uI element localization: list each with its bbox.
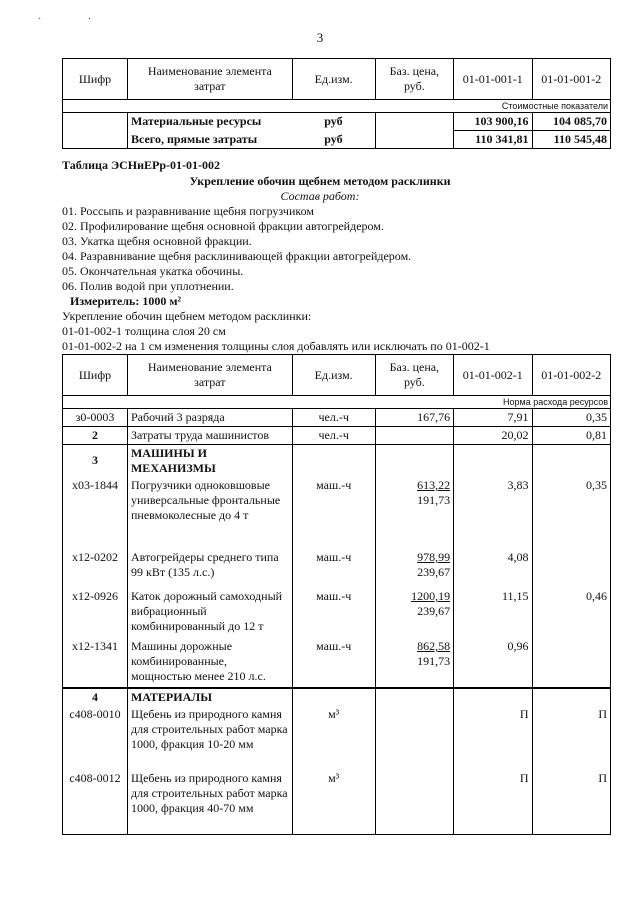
header-price: Баз. цена, руб. <box>375 355 453 396</box>
subheader: Норма расхода ресурсов <box>63 396 611 409</box>
header-name: Наименование элемента затрат <box>127 355 292 396</box>
row-code: з0-0003 <box>63 409 128 427</box>
row-unit: м³ <box>292 770 375 834</box>
row-unit: маш.-ч <box>292 638 375 688</box>
table-row <box>63 770 611 834</box>
table-row <box>63 549 611 588</box>
table-row <box>63 409 611 427</box>
section-row <box>63 445 611 478</box>
row-price-secondary: 239,67 <box>417 604 451 618</box>
section-code: 4 <box>63 688 128 706</box>
work-item: 02. Профилирование щебня основной фракции автогрейдером. <box>62 219 384 233</box>
row-v1: 20,02 <box>454 427 532 445</box>
row-code: х12-1341 <box>63 638 128 688</box>
table-row <box>63 706 611 770</box>
header-price: Баз. цена, руб. <box>375 59 453 100</box>
table-subheader-row <box>63 396 611 409</box>
table-subtitle: Укрепление обочин щебнем методом расклинки <box>189 174 451 188</box>
row-name: Автогрейдеры среднего типа 99 кВт (135 л.с.) <box>127 549 292 588</box>
work-item: 03. Укатка щебня основной фракции. <box>62 234 252 248</box>
page-number: 3 <box>316 30 324 45</box>
row-price: 862,58 <box>417 639 451 653</box>
row-price: 978,99 <box>417 550 451 564</box>
description-line: 01-01-002-2 на 1 см изменения толщины слоя добавлять или исключать по 01-002-1 <box>62 339 490 353</box>
row-code: х12-0926 <box>63 588 128 638</box>
row-v2: 104 085,70 <box>532 113 610 131</box>
table-subheader-row <box>63 100 611 113</box>
row-code: х12-0202 <box>63 549 128 588</box>
row-code: с408-0012 <box>63 770 128 834</box>
row-v1: П <box>454 770 532 834</box>
row-v1: П <box>454 706 532 770</box>
header-v2: 01-01-002-2 <box>532 355 610 396</box>
table-row <box>63 113 611 131</box>
header-unit: Ед.изм. <box>292 355 375 396</box>
section-name: МАТЕРИАЛЫ <box>127 688 292 706</box>
table-title: Таблица ЭСНиЕРр-01-01-002 <box>62 158 221 172</box>
scan-specks: · · <box>38 14 114 25</box>
work-item: 04. Разравнивание щебня расклинивающей фракции автогрейдером. <box>62 249 412 263</box>
row-price <box>375 427 453 445</box>
row-v1: 110 341,81 <box>454 131 532 149</box>
table-header-row <box>63 355 611 396</box>
header-code: Шифр <box>63 355 128 396</box>
row-v1: 11,15 <box>454 588 532 638</box>
table-row <box>63 477 611 549</box>
row-code: 2 <box>63 427 128 445</box>
row-v2: 110 545,48 <box>532 131 610 149</box>
row-v1: 7,91 <box>454 409 532 427</box>
row-name: Всего, прямые затраты <box>127 131 292 149</box>
row-v2: 0,35 <box>532 477 610 549</box>
header-unit: Ед.изм. <box>292 59 375 100</box>
table-row <box>63 131 611 149</box>
work-item: 06. Полив водой при уплотнении. <box>62 279 234 293</box>
row-v1: 3,83 <box>454 477 532 549</box>
row-price-secondary: 191,73 <box>417 493 451 507</box>
row-unit: чел.-ч <box>292 427 375 445</box>
row-unit: маш.-ч <box>292 588 375 638</box>
row-v1: 4,08 <box>454 549 532 588</box>
work-item: 01. Россыпь и разравнивание щебня погрузчиком <box>62 204 314 218</box>
description-line: Укрепление обочин щебнем методом расклинки: <box>62 309 312 323</box>
meter-label: Измеритель: 1000 м² <box>70 294 182 308</box>
resource-norms-table <box>62 354 611 835</box>
row-v1: 103 900,16 <box>454 113 532 131</box>
row-unit: руб <box>292 131 375 149</box>
header-v1: 01-01-001-1 <box>454 59 532 100</box>
header-v2: 01-01-001-2 <box>532 59 610 100</box>
row-name: Машины дорожные комбинированные, мощностью менее 210 л.с. <box>127 638 292 688</box>
table-row <box>63 427 611 445</box>
row-code: х03-1844 <box>63 477 128 549</box>
section-code: 3 <box>63 445 128 478</box>
work-item: 05. Окончательная укатка обочины. <box>62 264 244 278</box>
row-name: Каток дорожный самоходный вибрационный комбинированный до 12 т <box>127 588 292 638</box>
section-name: МАШИНЫ И МЕХАНИЗМЫ <box>127 445 292 478</box>
row-v2: П <box>532 770 610 834</box>
row-name: Погрузчики одноковшовые универсальные фронтальные пневмоколесные до 4 т <box>127 477 292 549</box>
row-v1: 0,96 <box>454 638 532 688</box>
table-row <box>63 588 611 638</box>
row-code: с408-0010 <box>63 706 128 770</box>
row-v2: П <box>532 706 610 770</box>
row-v2: 0,46 <box>532 588 610 638</box>
row-price: 613,22 <box>417 478 451 492</box>
header-code: Шифр <box>63 59 128 100</box>
table-header-row <box>63 59 611 100</box>
cost-summary-table <box>62 58 611 149</box>
row-v2: 0,35 <box>532 409 610 427</box>
row-name: Рабочий 3 разряда <box>127 409 292 427</box>
header-v1: 01-01-002-1 <box>454 355 532 396</box>
row-unit: м³ <box>292 706 375 770</box>
section-row <box>63 688 611 706</box>
row-price-secondary: 239,67 <box>417 565 451 579</box>
row-v2 <box>532 549 610 588</box>
header-name: Наименование элемента затрат <box>127 59 292 100</box>
row-unit: чел.-ч <box>292 409 375 427</box>
row-price-secondary: 191,73 <box>417 654 451 668</box>
table-row <box>63 638 611 688</box>
row-price: 167,76 <box>375 409 453 427</box>
subheader: Стоимостные показатели <box>63 100 611 113</box>
row-unit: маш.-ч <box>292 477 375 549</box>
row-v2 <box>532 638 610 688</box>
row-v2: 0,81 <box>532 427 610 445</box>
row-unit: маш.-ч <box>292 549 375 588</box>
row-name: Материальные ресурсы <box>127 113 292 131</box>
composition-label: Состав работ: <box>280 189 360 203</box>
row-price: 1200,19 <box>411 589 451 603</box>
row-name: Щебень из природного камня для строительных работ марка 1000, фракция 10-20 мм <box>127 706 292 770</box>
row-unit: руб <box>292 113 375 131</box>
row-name: Щебень из природного камня для строительных работ марка 1000, фракция 40-70 мм <box>127 770 292 834</box>
description-line: 01-01-002-1 толщина слоя 20 см <box>62 324 226 338</box>
row-name: Затраты труда машинистов <box>127 427 292 445</box>
